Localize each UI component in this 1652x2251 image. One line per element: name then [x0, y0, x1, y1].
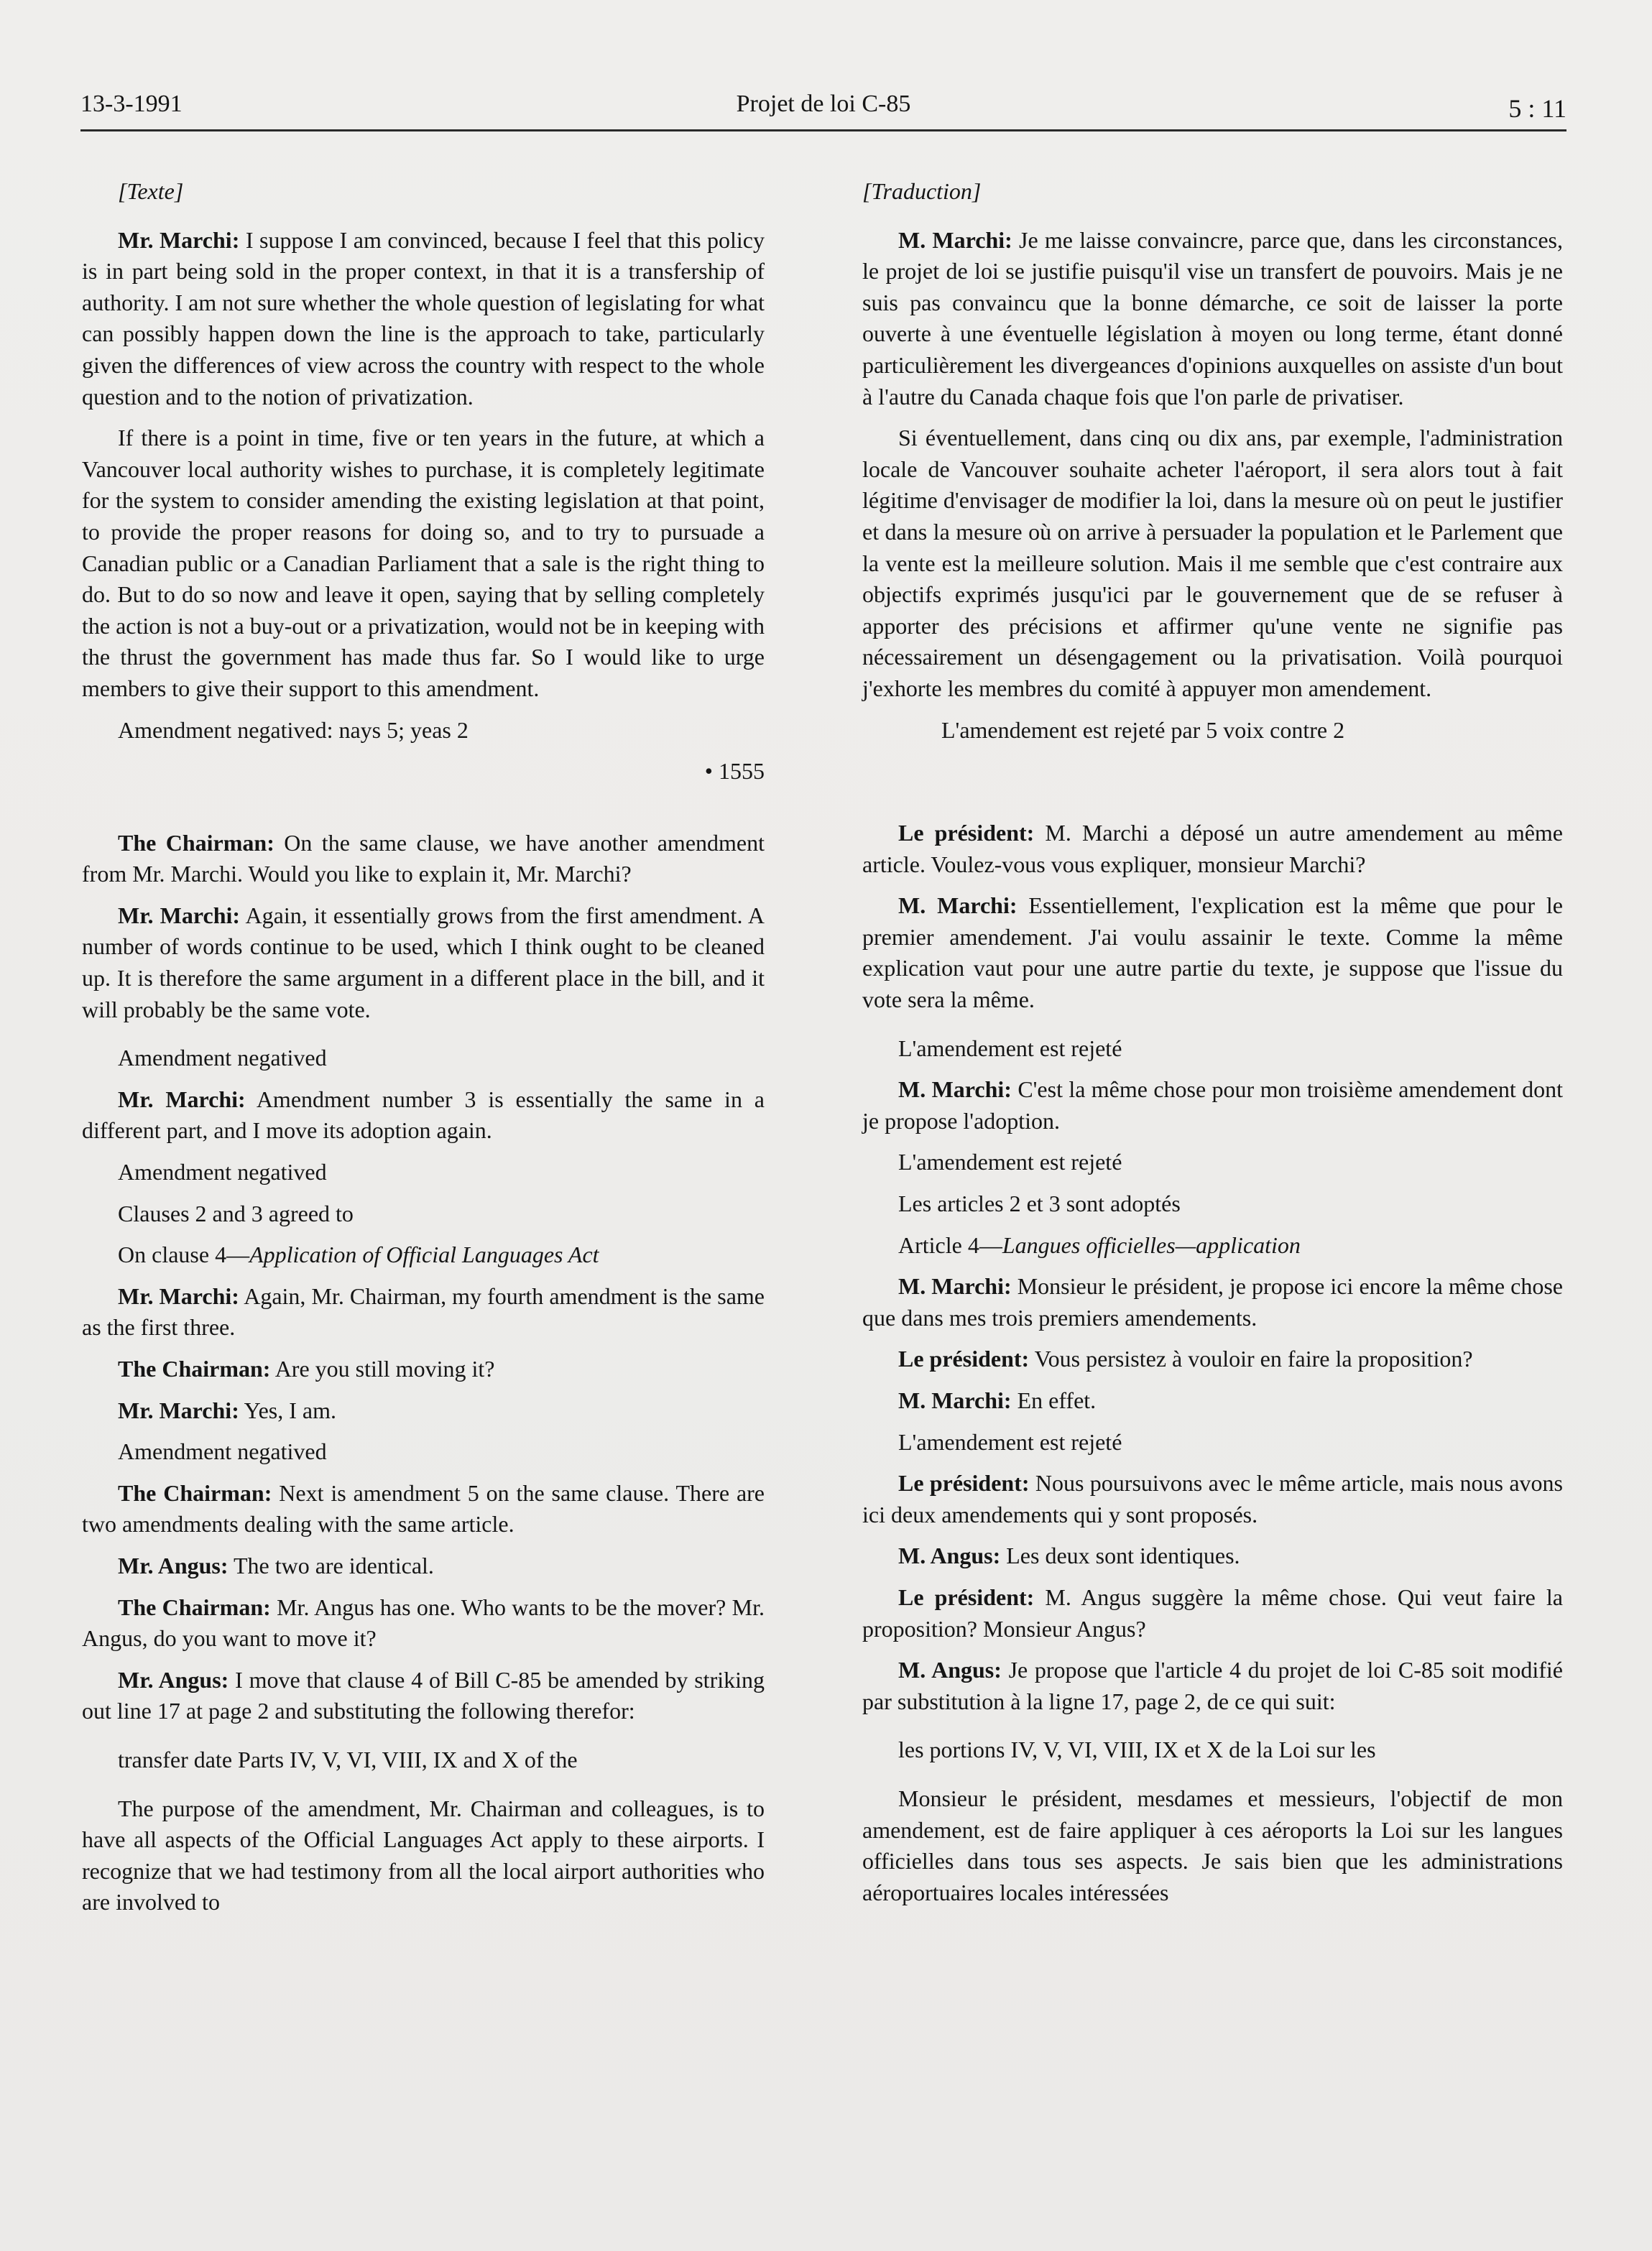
speaker-name: Mr. Marchi: [118, 1282, 239, 1309]
speech-text: The two are identical. [228, 1552, 434, 1579]
clause-prefix: Article 4— [898, 1231, 1002, 1258]
speaker-name: M. Angus: [898, 1657, 1002, 1683]
paragraph [862, 1271, 1563, 1334]
speech-text: Vous persistez à vouloir en faire la proposition? [1029, 1346, 1473, 1372]
speaker-name: Le président: [898, 1346, 1030, 1372]
paragraph [82, 1592, 765, 1655]
speaker-name: M. Angus: [898, 1543, 1001, 1569]
time-marker: • 1555 [704, 758, 765, 785]
speaker-name: M. Marchi: [898, 892, 1017, 919]
paragraph [82, 422, 765, 704]
speech-text: En effet. [1011, 1387, 1097, 1413]
speech-text: Again, it essentially grows from the first amendment. A number of words continue to be used, which I think ought to be cleaned up. It is therefore the same argument in a different place in the bill, and it will probably be the same vote. [82, 902, 765, 1022]
vote-result: Amendment negatived [118, 1045, 327, 1071]
speaker-name: The Chairman: [118, 1356, 271, 1382]
speaker-name: Le président: [898, 1584, 1035, 1610]
speech-text: Je propose que l'article 4 du projet de loi C-85 soit modifié par substitution à la ligne 17, page 2, de ce qui suit: [862, 1657, 1564, 1714]
speaker-name: Le président: [898, 1470, 1030, 1497]
speech-text: Yes, I am. [239, 1397, 336, 1423]
speech-text: Essentiellement, l'explication est la même que pour le premier amendement. J'ai voulu assainir le texte. Comme la même explication vaut pour une autre partie du texte, je suppose que l'issue du vote sera la même. [862, 892, 1564, 1013]
english-column [82, 176, 765, 1918]
speaker-name: Le président: [898, 820, 1035, 846]
paragraph [82, 1084, 765, 1147]
paragraph [862, 1468, 1563, 1530]
paragraph [862, 225, 1563, 413]
paragraph [82, 1793, 765, 1918]
header-page-number: 5 : 11 [1508, 94, 1566, 123]
vote-result: L'amendement est rejeté par 5 voix contre 2 [941, 716, 1345, 743]
speech-text: Next is amendment 5 on the same clause. There are two amendments dealing with the same article. [82, 1479, 765, 1538]
speech-text: M. Angus suggère la même chose. Qui veut faire la proposition? Monsieur Angus? [862, 1584, 1564, 1642]
paragraph [862, 422, 1563, 704]
speaker-name: The Chairman: [118, 1479, 272, 1506]
speaker-name: Mr. Marchi: [118, 1086, 246, 1112]
clause-heading [82, 1239, 765, 1271]
speaker-name: The Chairman: [118, 1594, 271, 1620]
header-title: Projet de loi C-85 [736, 91, 911, 117]
speech-text: Mr. Angus has one. Who wants to be the mover? Mr. Angus, do you want to move it? [82, 1594, 765, 1652]
speech-text: Je me laisse convaincre, parce que, dans les circonstances, le projet de loi se justifie puisqu'il vise un transfert de pouvoirs. Mais je ne suis pas convaincu que la bonne démarche, ce soit de laisser la porte ouverte à une éventuelle législation à moyen ou long terme, étant donné particulièrement les divergeances d'opinions auxquelles on assiste d'un bout à l'autre du Canada chaque fois que l'on parle de privatiser. [862, 226, 1563, 410]
paragraph [82, 1281, 765, 1344]
speech-text: Are you still moving it? [270, 1356, 495, 1382]
vote-result: L'amendement est rejeté [898, 1428, 1122, 1455]
speaker-name: Mr. Angus: [118, 1552, 229, 1579]
vote-result: L'amendement est rejeté [898, 1149, 1122, 1175]
amendment-quote: les portions IV, V, VI, VIII, IX et X de la Loi sur les [898, 1737, 1376, 1763]
paragraph [862, 1783, 1563, 1908]
speaker-name: M. Marchi: [898, 1273, 1012, 1300]
speaker-name: M. Marchi: [898, 1387, 1012, 1413]
clause-title: Application of Official Languages Act [249, 1242, 599, 1268]
speech-text: Nous poursuivons avec le même article, mais nous avons ici deux amendements qui y sont proposés. [862, 1470, 1564, 1527]
speech-text: Monsieur le président, mesdames et messieurs, l'objectif de mon amendement, est de faire appliquer à ces aéroports la Loi sur les langues officielles dans tous ses aspects. Je sais bien que les administrations aéroportuaires locales intéressées [862, 1785, 1563, 1905]
vote-result: Amendment negatived: nays 5; yeas 2 [118, 716, 469, 743]
speaker-name: Mr. Marchi: [118, 902, 241, 928]
paragraph [82, 1354, 765, 1385]
amendment-quote: transfer date Parts IV, V, VI, VIII, IX and X of the [118, 1746, 578, 1772]
vote-result: Amendment negatived [118, 1438, 327, 1465]
column-tag: [Texte] [118, 178, 184, 204]
speaker-name: Mr. Angus: [118, 1666, 229, 1693]
paragraph [862, 1540, 1563, 1572]
vote-result: L'amendement est rejeté [898, 1035, 1122, 1061]
speech-text: Si éventuellement, dans cinq ou dix ans, par exemple, l'administration locale de Vancouver souhaite acheter l'aéroport, il sera alors tout à fait légitime d'envisager de modifier la loi, dans la mesure où on peut le justifier et dans la mesure où on arrive à persuader la population et le Parlement que la vente est la meilleure solution. Mais il me semble que c'est contraire aux objectifs exprimés jusqu'ici par le gouvernement que de se refuser à apporter des précisions et affirmer qu'une vente ne signifie pas nécessairement un désengagement ou la privatisation. Voilà pourquoi j'exhorte les membres du comité à appuyer mon amendement. [862, 425, 1563, 701]
paragraph [82, 900, 765, 1025]
paragraph [82, 1550, 765, 1582]
speaker-name: M. Marchi: [898, 226, 1012, 253]
speaker-name: The Chairman: [118, 829, 274, 856]
paragraph [82, 828, 765, 890]
vote-result: Amendment negatived [118, 1159, 327, 1185]
speech-text: M. Marchi a déposé un autre amendement au même article. Voulez-vous vous expliquer, monsieur Marchi? [862, 820, 1564, 877]
paragraph [82, 1478, 765, 1540]
french-column [862, 176, 1563, 1908]
speech-text: Les deux sont identiques. [1000, 1543, 1240, 1569]
paragraph [862, 818, 1563, 880]
paragraph [862, 1344, 1563, 1375]
speech-text: Again, Mr. Chairman, my fourth amendment is the same as the first three. [82, 1282, 765, 1341]
clauses-agreed: Clauses 2 and 3 agreed to [118, 1200, 354, 1226]
speaker-name: M. Marchi: [898, 1076, 1012, 1103]
clause-title: Langues officielles—application [1002, 1231, 1301, 1258]
speech-text: The purpose of the amendment, Mr. Chairman and colleagues, is to have all aspects of the Official Languages Act apply to these airports. I recognize that we had testimony from all the local airport authorities who are involved to [82, 1795, 765, 1915]
paragraph [862, 1074, 1563, 1137]
header-date: 13-3-1991 [80, 91, 183, 117]
clause-prefix: On clause 4— [118, 1242, 250, 1268]
clauses-agreed: Les articles 2 et 3 sont adoptés [898, 1191, 1181, 1217]
column-tag: [Traduction] [862, 178, 982, 204]
paragraph [862, 1385, 1563, 1417]
paragraph [862, 890, 1563, 1015]
speech-text: I suppose I am convinced, because I feel that this policy is in part being sold in the proper context, in that it is a transfership of authority. I am not sure whether the whole question of legislating for what can possibly happen down the line is the approach to take, particularly given the differences of view across the country with respect to the whole question and to the notion of privatization. [82, 226, 765, 410]
speaker-name: Mr. Marchi: [118, 226, 240, 253]
paragraph [82, 1395, 765, 1427]
paragraph [862, 1582, 1563, 1645]
clause-heading [862, 1230, 1563, 1262]
speech-text: On the same clause, we have another amendment from Mr. Marchi. Would you like to explain it, Mr. Marchi? [82, 829, 765, 887]
paragraph [82, 225, 765, 413]
paragraph [862, 1655, 1563, 1717]
page-header [80, 86, 1566, 131]
paragraph [82, 1665, 765, 1727]
speaker-name: Mr. Marchi: [118, 1397, 239, 1423]
speech-text: If there is a point in time, five or ten years in the future, at which a Vancouver local authority wishes to purchase, it is completely legitimate for the system to consider amending the existing legislation at that point, to provide the proper reasons for doing so, and to try to pursuade a Canadian public or a Canadian Parliament that a sale is the right thing to do. But to do so now and leave it open, saying that by selling completely the action is not a buy-out or a privatization, would not be in keeping with the thrust the government has made thus far. So I would like to urge members to give their support to this amendment. [82, 425, 765, 701]
speech-text: Monsieur le président, je propose ici encore la même chose que dans mes trois premiers amendements. [862, 1273, 1564, 1331]
speech-text: I move that clause 4 of Bill C-85 be amended by striking out line 17 at page 2 and substituting the following therefor: [82, 1666, 765, 1724]
speech-text: Amendment number 3 is essentially the same in a different part, and I move its adoption again. [82, 1086, 765, 1144]
speech-text: C'est la même chose pour mon troisième amendement dont je propose l'adoption. [862, 1076, 1564, 1134]
